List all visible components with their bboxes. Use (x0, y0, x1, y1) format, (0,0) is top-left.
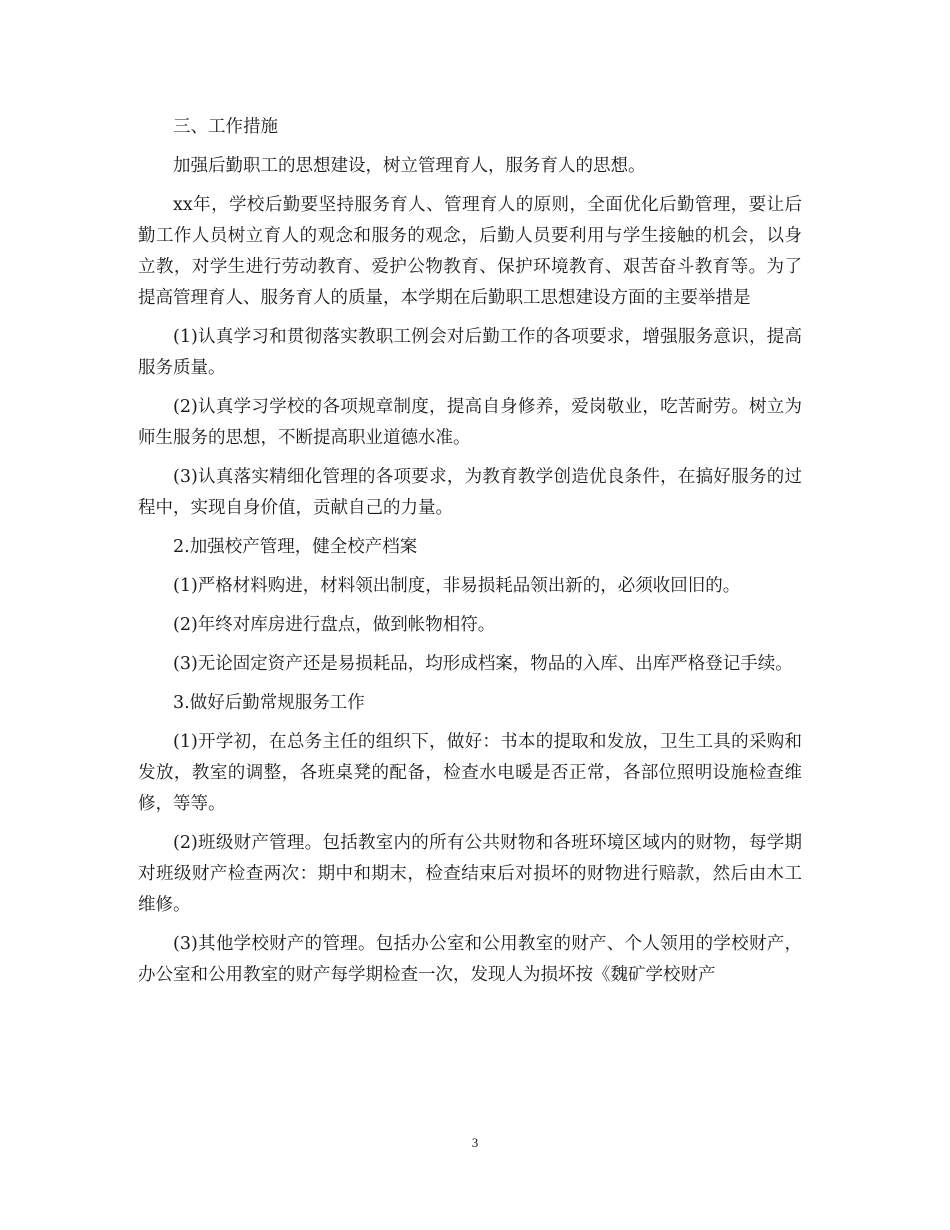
paragraph: xx年，学校后勤要坚持服务育人、管理育人的原则，全面优化后勤管理，要让后勤工作人员树立育人的观念和服务的观念，后勤人员要利用与学生接触的机会，以身立教，对学生进行劳动教育、爱护公物教育、保护环境教育、艰苦奋斗教育等。为了提高管理育人、服务育人的质量，本学期在后勤职工思想建设方面的主要举措是 (138, 195, 802, 308)
list-item: (3)无论固定资产还是易损耗品，均形成档案，物品的入库、出库严格登记手续。 (173, 654, 793, 674)
document-body (138, 112, 802, 999)
list-item: (3)认真落实精细化管理的各项要求，为教育教学创造优良条件，在搞好服务的过程中，实现自身价值，贡献自己的力量。 (138, 467, 802, 518)
page-number: 3 (471, 1135, 479, 1150)
list-item: (2)班级财产管理。包括教室内的所有公共财物和各班环境区域内的财物，每学期对班级财产检查两次：期中和期末，检查结束后对损坏的财物进行赔款，然后由木工维修。 (138, 833, 802, 915)
subheading: 2.加强校产管理，健全校产档案 (173, 537, 418, 557)
paragraph: 加强后勤职工的思想建设，树立管理育人，服务育人的思想。 (173, 156, 646, 176)
list-item: (2)认真学习学校的各项规章制度，提高自身修养，爱岗敬业，吃苦耐劳。树立为师生服务的思想，不断提高职业道德水准。 (138, 397, 802, 448)
list-item: (1)认真学习和贯彻落实教职工例会对后勤工作的各项要求，增强服务意识，提高服务质量。 (138, 327, 802, 378)
subheading: 3.做好后勤常规服务工作 (173, 693, 365, 713)
list-item: (2)年终对库房进行盘点，做到帐物相符。 (173, 615, 496, 635)
list-item: (1)开学初，在总务主任的组织下，做好：书本的提取和发放，卫生工具的采购和发放，教室的调整，各班桌凳的配备，检查水电暖是否正常，各部位照明设施检查维修，等等。 (138, 732, 802, 814)
section-heading: 三、工作措施 (173, 117, 278, 137)
list-item: (3)其他学校财产的管理。包括办公室和公用教室的财产、个人领用的学校财产，办公室和公用教室的财产每学期检查一次，发现人为损坏按《魏矿学校财产 (138, 934, 802, 985)
list-item: (1)严格材料购进，材料领出制度，非易损耗品领出新的，必须收回旧的。 (173, 576, 741, 596)
